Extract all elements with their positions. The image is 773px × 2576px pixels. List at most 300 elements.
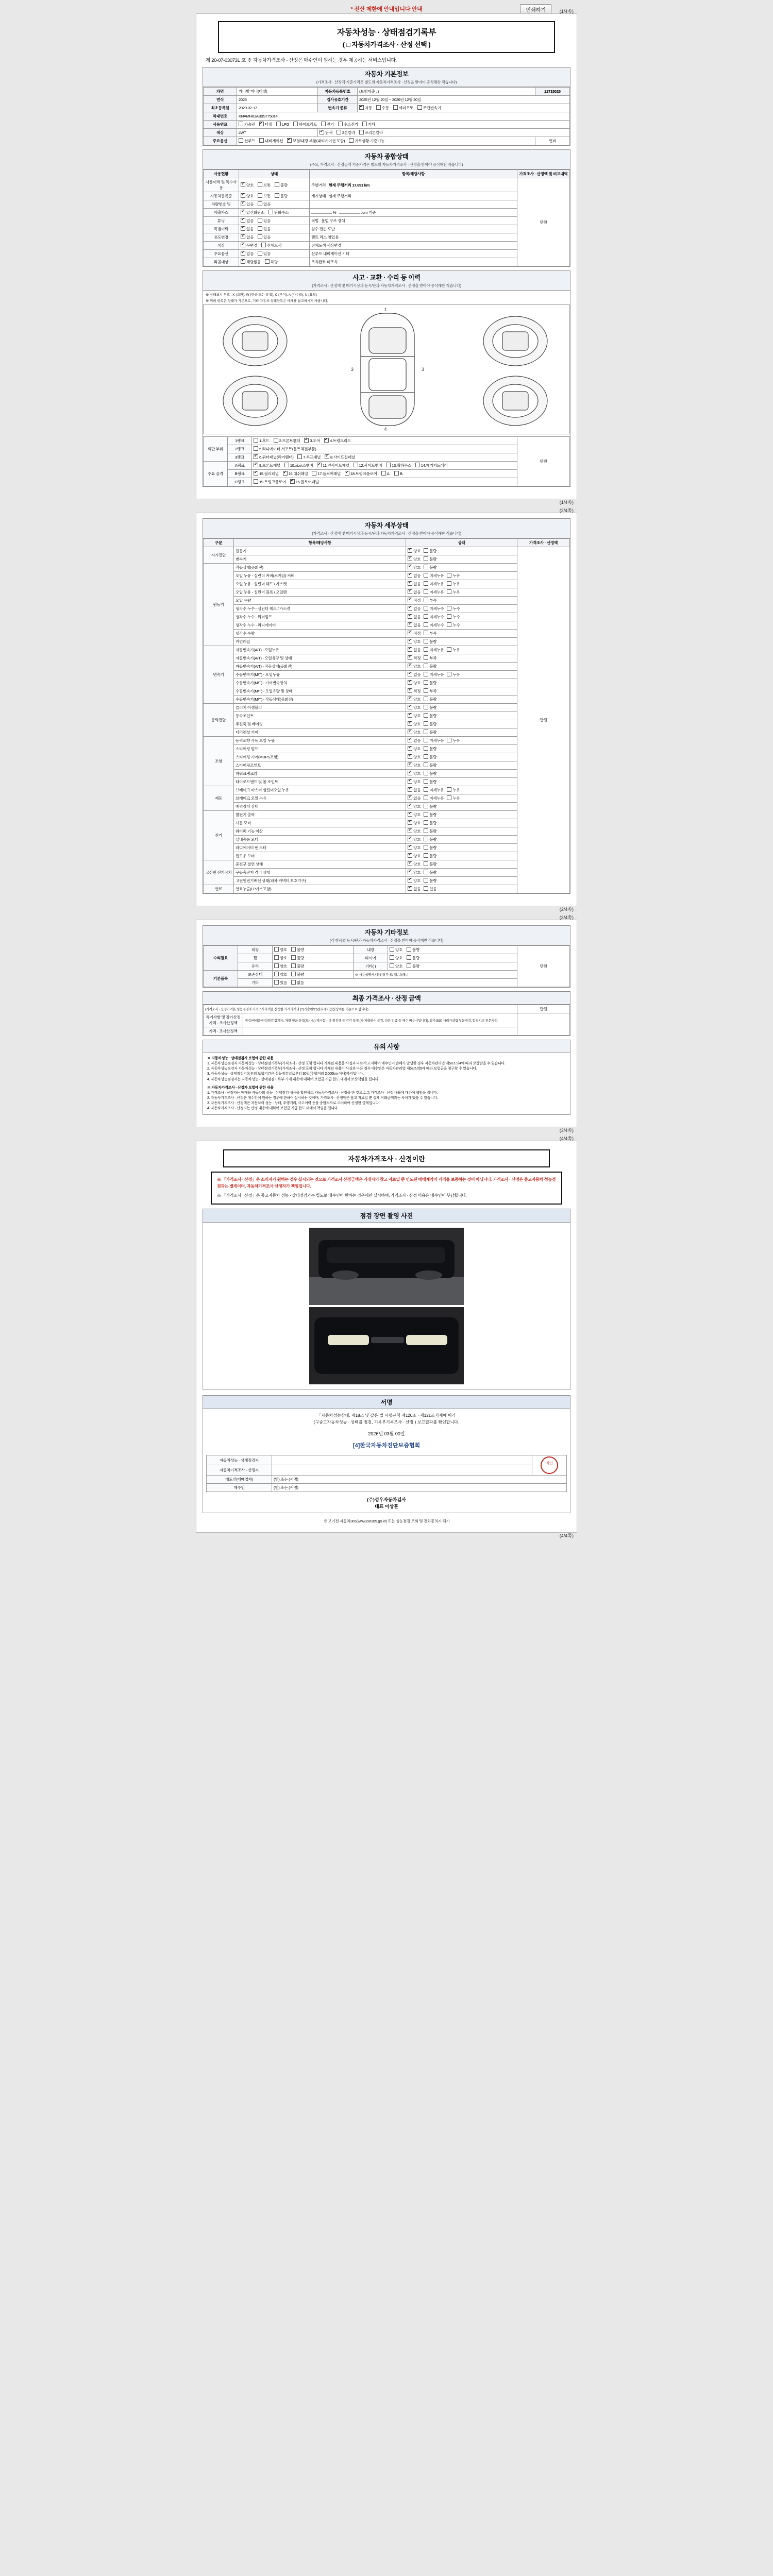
detail-checkbox-3-1-0[interactable]: ✔ 양호 [408, 713, 421, 719]
detail-checkbox-5-2-0[interactable]: ✔ 양호 [408, 804, 421, 809]
detail-checkbox-1-3-0[interactable]: ✔ 없음 [408, 589, 421, 595]
rank-item-22[interactable]: ✔ 16.플로어패널 [290, 479, 319, 485]
table-row [204, 547, 570, 555]
checkbox-icon [447, 573, 451, 578]
rank-0-items [252, 437, 517, 445]
car-damage-diagram[interactable] [203, 304, 570, 434]
detail-checkbox-6-3-1[interactable]: 불량 [424, 837, 436, 842]
detail-checkbox-1-7-0[interactable]: ✔ 없음 [408, 622, 421, 628]
detail-checkbox-3-2-0[interactable]: ✔ 양호 [408, 721, 421, 727]
opt-bad-0[interactable]: 불량 [275, 182, 288, 188]
detail-checkbox-1-6-2[interactable]: 누수 [447, 614, 460, 620]
trans-opt-1[interactable]: 수동 [376, 105, 389, 111]
value-color-type [318, 129, 570, 137]
detail-item-label: 냉각수 누수 - 라디에이터 [234, 621, 406, 630]
detail-checkbox-7-1-1[interactable]: 불량 [424, 870, 436, 875]
detail-checkbox-0-1-0[interactable]: ✔ 양호 [408, 556, 421, 562]
detail-checkbox-3-0-0[interactable]: ✔ 양호 [408, 705, 421, 710]
page4-title: 자동차가격조사 · 산정이란 [223, 1149, 550, 1167]
overall-row-7-name: 색상 [204, 242, 239, 250]
detail-checkbox-7-2-1[interactable]: 불량 [424, 878, 436, 884]
checkbox-icon [408, 565, 412, 569]
detail-group-6: 전기 [204, 811, 234, 860]
checkbox-icon [424, 548, 428, 553]
etc-cb-1a[interactable]: 양호 [390, 947, 402, 953]
sign-row-3-value[interactable]: (인) 또는 (서명) [272, 1483, 567, 1492]
opt-tune-no[interactable]: ✔ 없음 [241, 218, 254, 224]
fuel-opt-2[interactable]: LPG [276, 122, 289, 127]
overall-row-2-opts [239, 200, 310, 209]
detail-checkbox-4-3-1[interactable]: 불량 [424, 762, 436, 768]
checkbox-icon [408, 631, 412, 635]
checkbox-icon [424, 598, 428, 602]
table-row [204, 704, 570, 712]
table-row [204, 621, 570, 630]
rank-item-4[interactable]: ✔ 4.트렁크리드 [324, 438, 351, 444]
etc-cb-3a[interactable]: 양호 [390, 955, 402, 961]
detail-checkbox-1-2-1[interactable]: 미세누유 [424, 581, 444, 587]
detail-checkbox-5-0-2[interactable]: 누유 [447, 787, 460, 793]
value-firstreg: 2020-02-17 [237, 104, 318, 112]
overall-row-2-name: 차량번호 및 [204, 200, 239, 209]
detail-checkbox-6-5-0[interactable]: ✔ 양호 [408, 853, 421, 859]
rank-item-6[interactable]: ✔ 6.쿼터패널(리어휀더) [254, 454, 293, 460]
detail-checkbox-3-0-1[interactable]: 불량 [424, 705, 436, 710]
checkbox-icon [424, 721, 428, 726]
detail-checkbox-1-2-0[interactable]: ✔ 없음 [408, 581, 421, 587]
detail-col-0: 구분 [204, 539, 234, 547]
detail-checkbox-0-0-1[interactable]: 불량 [424, 548, 436, 554]
detail-checkbox-5-1-1[interactable]: 미세누유 [424, 795, 444, 801]
option-opt-2[interactable]: ✔ 보험/내장 부품(내비게이션 포함) [287, 138, 345, 144]
detail-checkbox-4-4-1[interactable]: 불량 [424, 771, 436, 776]
rank-item-16[interactable]: ✔ 16.대쉬패널 [283, 471, 308, 477]
rank-item-20[interactable]: B. [394, 471, 404, 476]
page-label-3: (3/4쪽) [559, 915, 574, 920]
detail-checkbox-7-1-0[interactable]: ✔ 양호 [408, 870, 421, 875]
checkbox-icon [424, 730, 428, 734]
detail-item-label: 변속기 [234, 555, 406, 564]
detail-checkbox-2-4-0[interactable]: ✔ 양호 [408, 680, 421, 686]
detail-checkbox-4-0-2[interactable]: 누유 [447, 738, 460, 743]
table-row [204, 885, 570, 893]
overall-row-5-opts [239, 225, 310, 233]
option-opt-0[interactable]: 선루프 [239, 138, 255, 144]
rank-item-17[interactable]: 17.플로어패널 [312, 471, 341, 477]
checkbox-icon [408, 614, 412, 619]
row-label-vin: 차대번호 [204, 112, 237, 121]
detail-checkbox-4-1-0[interactable]: ✔ 양호 [408, 746, 421, 752]
detail-checkbox-0-0-0[interactable]: ✔ 양호 [408, 548, 421, 554]
table-row [204, 597, 570, 605]
basic-info-section [203, 67, 570, 146]
detail-checkbox-1-4-0[interactable]: ✔ 적정 [408, 598, 421, 603]
etc-opts-7 [273, 979, 517, 987]
opt-use-no[interactable]: ✔ 없음 [241, 234, 254, 240]
etc-item-7: 기타 [238, 979, 273, 987]
detail-checkbox-1-8-0[interactable]: ✔ 적정 [408, 631, 421, 636]
checkbox-icon [424, 820, 428, 825]
detail-checkbox-6-4-0[interactable]: ✔ 양호 [408, 845, 421, 851]
table-row [204, 555, 570, 564]
detail-checkbox-1-5-0[interactable]: ✔ 없음 [408, 606, 421, 612]
row-label-fuel: 사용연료 [204, 121, 237, 129]
color-opt-2[interactable]: 쓰리톤칼라 [359, 130, 383, 135]
detail-checkbox-3-2-1[interactable]: 불량 [424, 721, 436, 727]
color-opt-1[interactable]: 2톤칼라 [337, 130, 355, 135]
rank-item-14[interactable]: 14.패키지트레이 [415, 463, 448, 468]
detail-item-options [406, 588, 517, 597]
detail-checkbox-5-1-0[interactable]: ✔ 없음 [408, 795, 421, 801]
detail-checkbox-3-3-0[interactable]: ✔ 양호 [408, 730, 421, 735]
detail-checkbox-4-0-0[interactable]: ✔ 없음 [408, 738, 421, 743]
rank-item-3[interactable]: ✔ 3.도어 [304, 438, 320, 444]
company-name: (주)성우자동차검사 [367, 1497, 406, 1502]
fuel-opt-4[interactable]: 전기 [321, 122, 334, 127]
rank-item-7[interactable]: 7.루프패널 [297, 454, 321, 460]
detail-item-label: 연료누출(LP가스포함) [234, 885, 406, 893]
detail-checkbox-2-3-1[interactable]: 미세누유 [424, 672, 444, 677]
detail-checkbox-2-0-2[interactable]: 누유 [447, 647, 460, 653]
opt-mid-0[interactable]: 보통 [258, 182, 271, 188]
detail-item-label: 라디에이터 팬 모터 [234, 844, 406, 852]
opt-majopt-0[interactable]: ✔ 없음 [241, 251, 254, 257]
detail-checkbox-3-3-1[interactable]: 불량 [424, 730, 436, 735]
etc-cb-3b[interactable]: 불량 [407, 955, 419, 961]
photo-1-graphic [309, 1228, 464, 1305]
detail-checkbox-2-6-0[interactable]: ✔ 양호 [408, 697, 421, 702]
detail-checkbox-4-5-1[interactable]: 불량 [424, 779, 436, 785]
opt-yes-2[interactable]: ✔ 있음 [241, 201, 254, 207]
detail-checkbox-4-4-0[interactable]: ✔ 양호 [408, 771, 421, 776]
fuel-opt-6[interactable]: 기타 [362, 122, 375, 127]
rank-item-19[interactable]: A. [381, 471, 391, 476]
table-row [204, 638, 570, 646]
detail-checkbox-7-0-0[interactable]: ✔ 양호 [408, 861, 421, 867]
checkbox-icon [424, 762, 428, 767]
checkbox-icon [424, 713, 428, 718]
row-label-carname: 차명 [204, 88, 237, 96]
checkbox-icon [424, 837, 428, 841]
etc-cb-4b[interactable]: 불량 [291, 963, 304, 969]
checkbox-icon [424, 655, 428, 660]
detail-checkbox-6-2-0[interactable]: ✔ 양호 [408, 828, 421, 834]
checkbox-icon [408, 639, 412, 643]
detail-checkbox-4-3-0[interactable]: ✔ 양호 [408, 762, 421, 768]
detail-checkbox-1-1-1[interactable]: 미세누유 [424, 573, 444, 579]
opt-co[interactable]: ✔ 일산화탄소 [241, 210, 264, 215]
rank-item-2[interactable]: 2.프론트휀더 [274, 438, 300, 444]
detail-checkbox-1-5-1[interactable]: 미세누수 [424, 606, 444, 612]
detail-group-1: 원동기 [204, 564, 234, 646]
option-opt-1[interactable]: 내비게이션 [259, 138, 283, 144]
detail-item-label: 작동상태(공회전) [234, 564, 406, 572]
detail-checkbox-1-1-0[interactable]: ✔ 없음 [408, 573, 421, 579]
checkbox-icon [408, 779, 412, 784]
opt-recall-1[interactable]: 해당 [265, 259, 278, 265]
opt-bad-1[interactable]: 불량 [275, 193, 288, 199]
table-row [204, 827, 570, 836]
etc-cb-0b[interactable]: 불량 [291, 947, 304, 953]
page-bottom-label-4: (4/4쪽) [559, 1533, 574, 1538]
etc-cb-6b[interactable]: 불량 [291, 972, 304, 977]
rank-item-11[interactable]: ✔ 11.인사이드패널 [317, 463, 349, 468]
detail-item-options [406, 671, 517, 679]
rank-item-21[interactable]: 19.트렁크플로어 [254, 479, 286, 485]
opt-majopt-1[interactable]: 있음 [258, 251, 271, 257]
opt-recall-0[interactable]: ✔ 해당없음 [241, 259, 261, 265]
trans-opt-3[interactable]: 무단변속기 [417, 105, 441, 111]
etc-cb-1b[interactable]: 불량 [407, 947, 419, 953]
detail-checkbox-1-3-2[interactable]: 누유 [447, 589, 460, 595]
detail-item-label: 원동기 [234, 547, 406, 555]
checkbox-icon [424, 697, 428, 701]
sign-body-2: (구중고자동차성능 · 상태를 점검, 기록부기록조사 · 산정 ) 보고결과를 확인합니다. [313, 1420, 460, 1425]
etc-item-5: 기타( ) [354, 962, 388, 971]
detail-checkbox-5-2-1[interactable]: 불량 [424, 804, 436, 809]
detail-item-options [406, 597, 517, 605]
etc-cb-2a[interactable]: 양호 [274, 955, 287, 961]
detail-checkbox-3-1-1[interactable]: 불량 [424, 713, 436, 719]
detail-checkbox-6-1-0[interactable]: ✔ 양호 [408, 820, 421, 826]
signature-heading: 서명 [203, 1395, 570, 1409]
checkbox-icon [408, 721, 412, 726]
detail-checkbox-2-3-0[interactable]: ✔ 없음 [408, 672, 421, 677]
detail-checkbox-6-3-0[interactable]: ✔ 양호 [408, 837, 421, 842]
detail-checkbox-5-0-1[interactable]: 미세누유 [424, 787, 444, 793]
overall-row-7-opts [239, 242, 310, 250]
checkbox-icon [408, 598, 412, 602]
detail-checkbox-1-3-1[interactable]: 미세누유 [424, 589, 444, 595]
sign-row-2-value[interactable]: (인) 또는 (서명) [272, 1475, 567, 1483]
rank-item-8[interactable]: ✔ 8.사이드실패널 [325, 454, 355, 460]
detail-group-4: 조향 [204, 737, 234, 786]
etc-opts-5 [388, 962, 517, 971]
etc-cb-5b[interactable]: 불량 [407, 963, 419, 969]
rank-item-13[interactable]: 13.휠하우스 [386, 463, 411, 468]
fuel-opt-5[interactable]: 수소전기 [338, 122, 358, 127]
price-note-body: 점검/비매품점검/점검 합계시, 차량 평균 산정(모바일) 제시합니다 점검액 등 각각 특징 (자 제출하기 준감, 다른 인증 등 매수 비용시입니다). 감가 5/30 시리가살림 부분점검, 합격시고 전문가적 [243, 1013, 517, 1027]
detail-checkbox-4-2-0[interactable]: ✔ 양호 [408, 754, 421, 760]
detail-col-3: 가격조사 · 산정액 [517, 539, 570, 547]
opt-hc[interactable]: 탄화수소 [268, 210, 289, 215]
detail-item-options [406, 836, 517, 844]
detail-checkbox-8-0-1[interactable]: 있음 [424, 886, 436, 892]
opt-tune-yes[interactable]: 있음 [258, 218, 271, 224]
table-row [204, 564, 570, 572]
detail-checkbox-4-1-1[interactable]: 불량 [424, 746, 436, 752]
basic-info-subtext: (가격조사 · 산정액 기준가격은 별도의 자동차가격조사 · 산정을 받아야 공식해찬 적습니다) [316, 80, 457, 84]
detail-checkbox-1-1-2[interactable]: 누유 [447, 573, 460, 579]
fuel-opt-1[interactable]: ✔ 디젤 [259, 122, 272, 127]
detail-checkbox-2-0-1[interactable]: 미세누유 [424, 647, 444, 653]
fuel-opt-0[interactable]: 가솔린 [239, 122, 255, 127]
sign-row-1-value[interactable] [272, 1465, 532, 1476]
etc-price-cell: 만원 [517, 946, 570, 987]
checkbox-icon [408, 573, 412, 578]
opt-good-1[interactable]: ✔ 양호 [241, 193, 254, 199]
overall-row-9-name: 리콜대상 [204, 258, 239, 266]
detail-checkbox-1-6-0[interactable]: ✔ 없음 [408, 614, 421, 620]
detail-checkbox-1-7-1[interactable]: 미세누수 [424, 622, 444, 628]
detail-checkbox-4-2-1[interactable]: 불량 [424, 754, 436, 760]
detail-checkbox-2-2-1[interactable]: 불량 [424, 664, 436, 669]
opt-good-0[interactable]: ✔양호 [241, 182, 254, 188]
etc-group-repair: 수리필요 [204, 946, 238, 971]
detail-checkbox-2-6-1[interactable]: 불량 [424, 697, 436, 702]
rank-item-9[interactable]: ✔ 9.프론트패널 [254, 463, 280, 468]
detail-checkbox-1-4-1[interactable]: 부족 [424, 598, 436, 603]
etc-cb-4a[interactable]: 양호 [274, 963, 287, 969]
detail-item-options [406, 613, 517, 621]
checkbox-icon [408, 762, 412, 767]
detail-item-options [406, 745, 517, 753]
detail-subtext: (가격조사 · 산정액 및 매기시상과 동시/단과 자동차가격조사 · 산정을 받아야 공식해찬 적습니다) [312, 531, 461, 536]
overall-row-7-detail: 전체도색 색상변경 [310, 242, 517, 250]
detail-checkbox-4-5-0[interactable]: ✔ 양호 [408, 779, 421, 785]
etc-cb-5a[interactable]: 양호 [390, 963, 402, 969]
etc-note: ※ 사용설명서 / 안전삼각대 / 잭 / 스패너 [354, 971, 517, 979]
checkbox-icon [447, 738, 451, 742]
caution-s1-item-2: 3. 자동차성능 · 상태점검기록부의 보험기간은 성능점검일로부터 30일(주행거리 2,000km 이내)까지입니다. [207, 1072, 364, 1076]
opt-mid-1[interactable]: 보통 [258, 193, 271, 199]
detail-checkbox-6-0-1[interactable]: 불량 [424, 812, 436, 818]
detail-checkbox-6-5-1[interactable]: 불량 [424, 853, 436, 859]
detail-checkbox-7-0-1[interactable]: 불량 [424, 861, 436, 867]
detail-checkbox-1-6-1[interactable]: 미세누수 [424, 614, 444, 620]
opt-special-yes[interactable]: 있음 [258, 226, 271, 232]
table-row [204, 712, 570, 720]
option-opt-3[interactable]: 기록상황 기준기능 [349, 138, 384, 144]
detail-checkbox-5-1-2[interactable]: 누유 [447, 795, 460, 801]
page-bottom-label-1: (1/4쪽) [559, 500, 574, 505]
detail-item-label: 타이로드엔드 및 볼 조인트 [234, 778, 406, 786]
detail-heading: 자동차 세부상태 [364, 522, 409, 529]
table-row [204, 761, 570, 770]
row-label-trans: 변속기 종류 [318, 104, 358, 112]
etc-cb-2b[interactable]: 불량 [291, 955, 304, 961]
svg-text:3: 3 [350, 367, 354, 372]
company-stamp: 직인 [532, 1455, 567, 1475]
rank-item-15[interactable]: ✔ 15.필러패널 [254, 471, 279, 477]
detail-checkbox-1-9-1[interactable]: 불량 [424, 639, 436, 645]
detail-checkbox-1-0-1[interactable]: 불량 [424, 565, 436, 570]
detail-item-label: 자동변속기(A/T) - 오일누유 [234, 646, 406, 654]
rank-item-12[interactable]: 12.사이드멤버 [354, 463, 382, 468]
detail-item-options [406, 811, 517, 819]
checkbox-icon [447, 672, 451, 676]
etc-cb-0a[interactable]: 양호 [274, 947, 287, 953]
checkbox-icon [408, 647, 412, 652]
etc-opts-3 [388, 954, 517, 962]
price-heading: 최종 가격조사 · 산정 금액 [352, 995, 421, 1002]
checkbox-icon [408, 581, 412, 586]
etc-cb-6a[interactable]: 양호 [274, 972, 287, 977]
fuel-opt-3[interactable]: 하이브리드 [293, 122, 317, 127]
print-button[interactable]: 인쇄하기 [520, 4, 551, 15]
checkbox-icon [447, 787, 451, 792]
detail-checkbox-8-0-0[interactable]: ✔ 없음 [408, 886, 421, 892]
detail-checkbox-6-2-1[interactable]: 불량 [424, 828, 436, 834]
checkbox-icon [408, 589, 412, 594]
opt-color-0[interactable]: ✔ 무변경 [241, 243, 257, 248]
table-row [204, 770, 570, 778]
overall-row-8-detail: 선루프 내비게이션 기타 [310, 250, 517, 258]
detail-checkbox-1-8-1[interactable]: 부족 [424, 631, 436, 636]
opt-color-1[interactable]: 전체도색 [261, 243, 281, 248]
detail-checkbox-4-0-1[interactable]: 미세누유 [424, 738, 444, 743]
value-reg: 2025년 12월 20일 ~ 2026년 12월 20일 [358, 96, 570, 104]
detail-checkbox-6-0-0[interactable]: ✔ 양호 [408, 812, 421, 818]
checkbox-icon [424, 705, 428, 709]
trans-opt-0[interactable]: ✔ 자동 [359, 105, 372, 111]
checkbox-icon [424, 589, 428, 594]
detail-checkbox-2-5-1[interactable]: 부족 [424, 688, 436, 694]
opt-no-2[interactable]: 없음 [258, 201, 271, 207]
checkbox-icon [408, 771, 412, 775]
detail-checkbox-5-0-0[interactable]: ✔ 없음 [408, 787, 421, 793]
detail-item-options [406, 679, 517, 687]
detail-checkbox-2-4-1[interactable]: 불량 [424, 680, 436, 686]
detail-checkbox-2-2-0[interactable]: ✔ 양호 [408, 664, 421, 669]
detail-checkbox-1-2-2[interactable]: 누유 [447, 581, 460, 587]
checkbox-icon [424, 738, 428, 742]
etc-cb-7b[interactable]: 없음 [291, 980, 304, 986]
table-row [204, 794, 570, 803]
opt-use-yes[interactable]: 있음 [258, 234, 271, 240]
detail-checkbox-6-4-1[interactable]: 불량 [424, 845, 436, 851]
row-label-reg: 검사유효기간 [318, 96, 358, 104]
etc-cb-7a[interactable]: 있음 [274, 980, 287, 986]
checkbox-icon [424, 779, 428, 784]
table-row [204, 819, 570, 827]
detail-checkbox-1-9-0[interactable]: ✔ 양호 [408, 639, 421, 645]
checkbox-icon [408, 655, 412, 660]
detail-checkbox-1-5-2[interactable]: 누수 [447, 606, 460, 612]
detail-checkbox-1-0-0[interactable]: ✔ 양호 [408, 565, 421, 570]
detail-group-0: 자기진단 [204, 547, 234, 564]
trans-opt-2[interactable]: 세미오토 [393, 105, 413, 111]
detail-checkbox-2-1-1[interactable]: 부족 [424, 655, 436, 661]
sign-row-0-value[interactable] [272, 1455, 532, 1465]
detail-checkbox-1-7-2[interactable]: 누수 [447, 622, 460, 628]
checkbox-icon [447, 614, 451, 619]
overall-row-4-opts [239, 217, 310, 225]
table-row [204, 588, 570, 597]
detail-item-label: 실내송풍 모터 [234, 836, 406, 844]
rank-item-1[interactable]: 1.후드 [254, 438, 270, 444]
detail-checkbox-2-3-2[interactable]: 누유 [447, 672, 460, 677]
overall-row-2-detail [310, 200, 517, 209]
overall-row-6-name: 용도변경 [204, 233, 239, 242]
rank-item-10[interactable]: 10.크로스멤버 [284, 463, 313, 468]
checkbox-icon [424, 828, 428, 833]
detail-checkbox-6-1-1[interactable]: 불량 [424, 820, 436, 826]
caution-s2-item-2: 3. 자동차가격조사 · 산정액은 자동차의 성능 · 상태, 주행거리, 사고이력 등을 종합적으로 고려하여 산정한 금액입니다. [207, 1101, 380, 1106]
detail-item-label: 오일 누유 - 실린더 블록 / 오일팬 [234, 588, 406, 597]
rank-item-5[interactable]: 5.라디에이터 서포트(볼트체결부품) [254, 446, 316, 452]
rank-item-18[interactable]: ✔ 18.트렁크플로어 [345, 471, 377, 477]
detail-checkbox-2-0-0[interactable]: ✔ 없음 [408, 647, 421, 653]
detail-checkbox-2-1-0[interactable]: ✔ 적정 [408, 655, 421, 661]
accident-heading: 사고 · 교환 · 수리 등 이력 [352, 274, 421, 281]
detail-checkbox-2-5-0[interactable]: ✔ 적정 [408, 688, 421, 694]
opt-special-no[interactable]: ✔ 없음 [241, 226, 254, 232]
color-opt-0[interactable]: ✔ 단색 [320, 130, 332, 135]
detail-checkbox-7-2-0[interactable]: ✔ 양호 [408, 878, 421, 884]
etc-section [203, 925, 570, 988]
detail-checkbox-0-1-1[interactable]: 불량 [424, 556, 436, 562]
